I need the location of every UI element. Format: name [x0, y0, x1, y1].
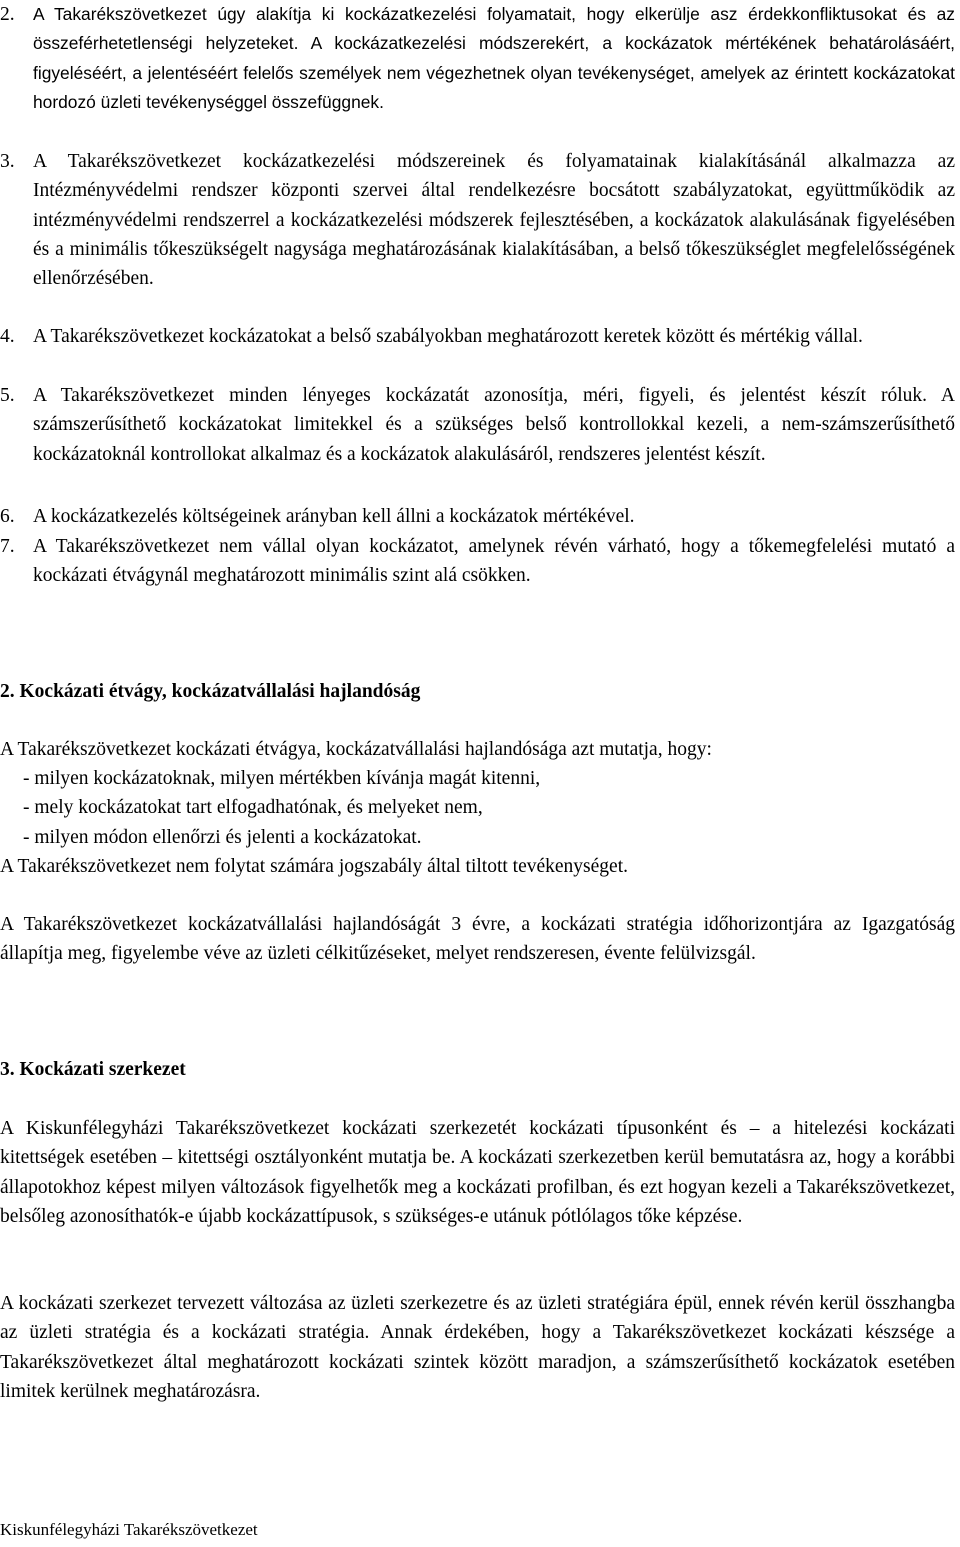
bullet-item: - milyen módon ellenőrzi és jelenti a kockázatokat. [23, 826, 422, 848]
list-item-text: A Takarékszövetkezet kockázatokat a belső szabályokban meghatározott keretek között és mértékig vállal. [33, 326, 863, 347]
list-item-text: A Takarékszövetkezet kockázatkezelési módszereinek és folyamatainak kialakításánál alkalmazza az Intézményvédelmi rendszer központi szervei által rendelkezésre bocsátott szabályzatokat, együttműködik az intézményvédelmi rendszerrel a kockázatkezelési módszerek fejlesztésében, a kockázatok alakulásának figyelésében és a minimális tőkeszükségelt nagysága meghatározásának kialakításában, a belső tőkeszükséglet megfelelősségének ellenőrzésében. [33, 151, 955, 290]
section2-intro: A Takarékszövetkezet kockázati étvágya, kockázatvállalási hajlandósága azt mutatja, hogy: [0, 739, 712, 760]
list-item-number: 6. [0, 506, 15, 527]
list-item-text: A kockázatkezelés költségeinek arányban kell állni a kockázatok mértékével. [33, 506, 635, 527]
list-item-number: 3. [0, 151, 15, 172]
list-item-6 [0, 502, 955, 531]
list-item-4 [0, 322, 955, 351]
list-item-text: A Takarékszövetkezet nem vállal olyan kockázatot, amelynek révén várható, hogy a tőkemegfelelési mutató a kockázati étvágynál meghatározott minimális szint alá csökken. [33, 536, 955, 587]
list-item-number: 2. [0, 4, 15, 25]
section2-closing: A Takarékszövetkezet nem folytat számára jogszabály által tiltott tevékenységet. [0, 856, 628, 877]
page-footer: Kiskunfélegyházi Takarékszövetkezet [0, 1520, 258, 1539]
list-item-7 [0, 532, 955, 591]
section-heading: 3. Kockázati szerkezet [0, 1059, 186, 1080]
bullet-item: - milyen kockázatoknak, milyen mértékben kívánja magát kitenni, [23, 768, 541, 789]
list-item-2 [0, 0, 955, 117]
list-item-3 [0, 147, 955, 293]
section2-bullet-list [23, 764, 540, 852]
list-item-number: 5. [0, 385, 15, 406]
section3-paragraph-1: A Kiskunfélegyházi Takarékszövetkezet kockázati szerkezetét kockázati típusonként és – a hitelezési kockázati kitettségek esetében – kitettségi osztályonként mutatja be. A kockázati szerkezetben kerül bemutatásra az, hogy a korábbi állapotokhoz képest milyen változások figyelhetők meg a kockázati profilban, és ezt hogyan kezeli a Takarékszövetkezet, belsőleg azonosíthatók-e újabb kockázattípusok, s szükséges-e utánuk pótlólagos tőke képzése. [0, 1118, 955, 1227]
bullet-item: - mely kockázatokat tart elfogadhatónak, és melyeket nem, [23, 797, 483, 819]
list-item-5 [0, 381, 955, 469]
list-item-number: 4. [0, 326, 15, 347]
section3-paragraph-2: A kockázati szerkezet tervezett változása az üzleti szerkezetre és az üzleti stratégiára épül, ennek révén kerül összhangba az üzleti stratégia és a kockázati stratégia. Annak érdekében, hogy a Takarékszövetkezet kockázati készsége a Takarékszövetkezet által meghatározott kockázati szintek között maradjon, a számszerűsíthető kockázatok esetében limitek kerülnek meghatározásra. [0, 1293, 955, 1402]
section-heading: 2. Kockázati étvágy, kockázatvállalási hajlandóság [0, 681, 421, 702]
list-item-number: 7. [0, 536, 15, 557]
section2-paragraph: A Takarékszövetkezet kockázatvállalási hajlandóságát 3 évre, a kockázati stratégia időhorizontjára az Igazgatóság állapítja meg, figyelembe véve az üzleti célkitűzéseket, melyet rendszeresen, évente felülvizsgál. [0, 914, 955, 965]
list-item-text: A Takarékszövetkezet minden lényeges kockázatát azonosítja, méri, figyeli, és jelentést készít róluk. A számszerűsíthető kockázatokat limitekkel és a szükséges belső kontrollokkal kezeli, a nem-számszerűsíthető kockázatoknál kontrollokat alkalmaz és a kockázatok alakulásáról, rendszeres jelentést készít. [33, 385, 955, 465]
list-item-text: A Takarékszövetkezet úgy alakítja ki kockázatkezelési folyamatait, hogy elkerülje asz érdekkonfliktusokat és az összeférhetetlenségi helyzeteket. A kockázatkezelési módszerekért, a kockázatok mértékének behatárolásáért, figyeléséért, a jelentéséért felelős személyek nem végezhetnek olyan tevékenységet, amelyek az érintett kockázatokat hordozó üzleti tevékenységgel összefüggnek. [33, 4, 955, 112]
